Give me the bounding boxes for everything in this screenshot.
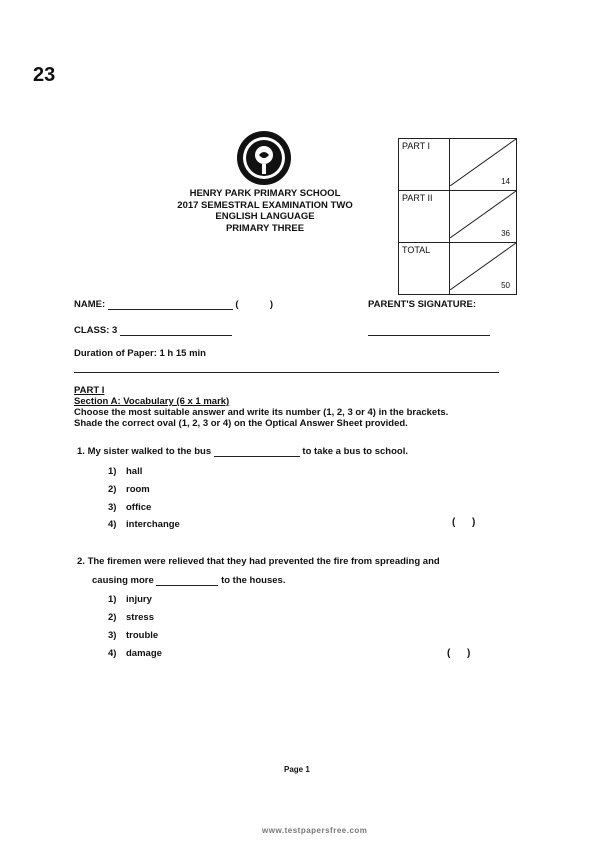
school-header [150,188,380,234]
class-label: CLASS: 3 [74,325,118,336]
score-max: 14 [501,177,510,186]
instruction-2: Shade the correct oval (1, 2, 3 or 4) on the Optical Answer Sheet provided. [74,418,408,429]
question-text-after: to take a bus to school. [302,446,408,457]
divider [74,372,499,373]
score-row-part1 [399,139,517,191]
register-bracket-open: ( [235,299,239,310]
parent-signature-label: PARENT'S SIGNATURE: [368,299,476,310]
level-title: PRIMARY THREE [225,222,305,234]
score-max: 36 [501,229,510,238]
option-text: room [126,484,150,495]
score-label: PART II [399,191,450,243]
score-label: TOTAL [399,243,450,295]
score-row-part2 [399,191,517,243]
question-2 [77,556,440,567]
class-row [74,325,232,336]
question-number: 1. [77,446,85,457]
page-footer: Page 1 [284,765,310,774]
option [108,630,158,641]
part-title: PART I [74,385,105,396]
answer-blank [156,575,218,586]
option-number: 4) [108,648,117,659]
option [108,612,154,623]
page-number: 23 [33,64,56,86]
option-number: 2) [108,484,117,495]
subject-title: ENGLISH LANGUAGE [215,211,315,222]
option [108,519,180,530]
question-1 [77,446,408,457]
option [108,484,150,495]
option-number: 3) [108,630,117,641]
name-label: NAME: [74,299,106,310]
exam-title: 2017 SEMESTRAL EXAMINATION TWO [177,199,353,211]
answer-bracket[interactable]: ( ) [452,517,476,528]
instruction-1: Choose the most suitable answer and write its number (1, 2, 3 or 4) in the brackets. [74,407,449,418]
question-text-before: causing more [92,575,154,586]
question-2-continued [92,575,285,586]
option-number: 3) [108,502,117,513]
score-cell[interactable] [450,139,517,191]
register-bracket-close: ) [269,299,274,310]
signature-line[interactable] [368,335,490,336]
option-text: interchange [126,519,180,530]
option-text: trouble [126,630,159,641]
class-field[interactable] [120,325,232,336]
option-number: 2) [108,612,117,623]
part-header [74,385,448,429]
question-number: 2. [77,556,85,567]
option-text: stress [126,612,154,623]
option-text: damage [126,648,162,659]
option [108,648,162,659]
name-row [74,299,273,310]
watermark-url: www.testpapersfree.com [262,826,368,835]
option-number: 4) [108,519,117,530]
option-number: 1) [108,466,117,477]
option [108,594,152,605]
score-label: PART I [399,139,450,191]
option-text: injury [126,594,152,605]
option-number: 1) [108,594,117,605]
question-text-before: My sister walked to the bus [87,446,212,457]
option [108,502,151,513]
school-logo [236,130,292,186]
duration: Duration of Paper: 1 h 15 min [74,348,206,359]
question-text-after: to the houses. [221,575,286,586]
answer-bracket[interactable]: ( ) [447,648,471,659]
question-line1: The firemen were relieved that they had prevented the fire from spreading and [87,556,440,567]
answer-blank [214,446,300,457]
score-cell[interactable] [450,243,517,295]
option-text: office [126,502,152,513]
section-title: Section A: Vocabulary (6 x 1 mark) [74,396,230,407]
score-table [398,138,517,295]
score-cell[interactable] [450,191,517,243]
name-field[interactable] [108,299,233,310]
score-row-total [399,243,517,295]
option-text: hall [126,466,143,477]
score-max: 50 [501,281,510,290]
option [108,466,142,477]
school-name: HENRY PARK PRIMARY SCHOOL [189,188,341,199]
